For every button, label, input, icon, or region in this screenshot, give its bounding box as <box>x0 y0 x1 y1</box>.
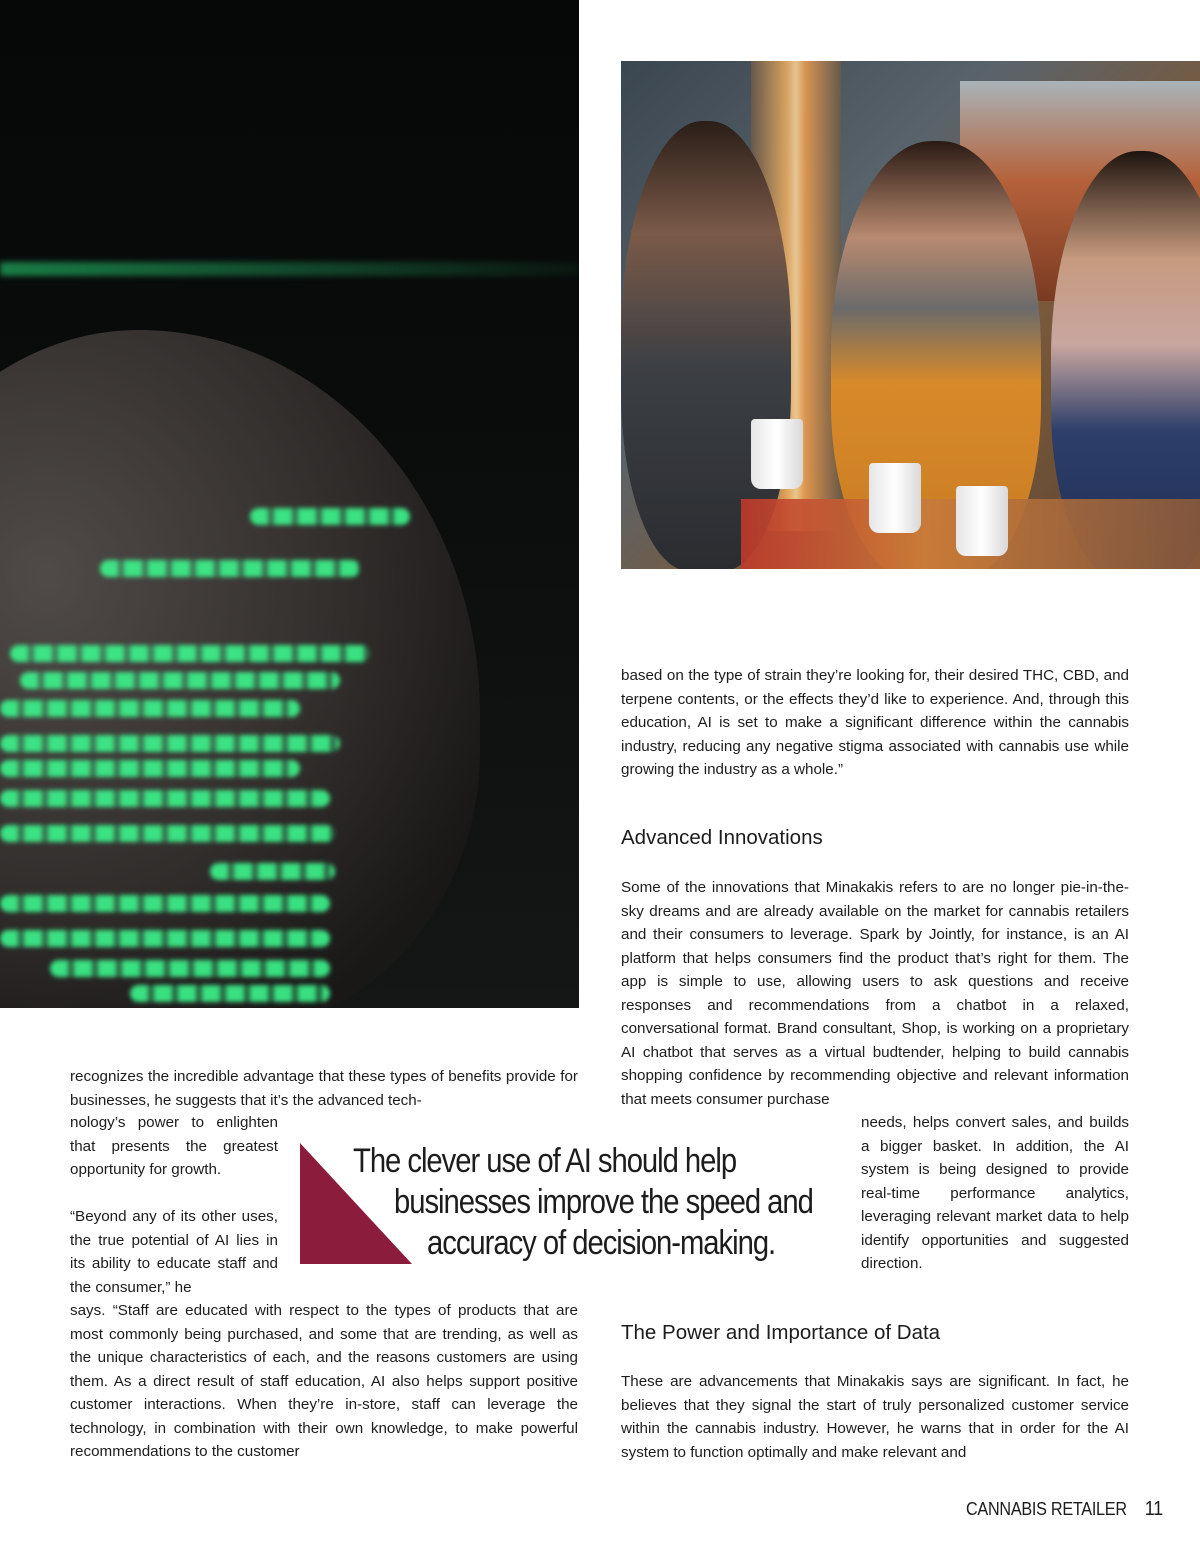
page-footer <box>966 1498 1163 1521</box>
body-paragraph-narrow: needs, helps convert sales, and builds a bigger basket. In addition, the AI system is being designed to provide real-time performance analytics, leveraging relevant market data to help identify opportunities and suggested direction. <box>861 1114 1129 1272</box>
page-number: 11 <box>1144 1498 1163 1520</box>
paper-cup <box>956 486 1008 556</box>
paper-cup <box>869 463 921 533</box>
magazine-name: CANNABIS RETAILER <box>966 1499 1127 1519</box>
code-scanline <box>0 262 579 276</box>
code-line <box>0 930 330 947</box>
body-paragraph: based on the type of strain they’re looking for, their desired THC, CBD, and terpene contents, or the effects they’d like to experience. And, through this education, AI is set to make a significant difference within the cannabis industry, reducing any negative stigma associated with cannabis use while growing the industry as a whole.” <box>621 667 1129 778</box>
code-line <box>0 735 340 752</box>
code-line <box>100 560 360 577</box>
body-paragraph: These are advancements that Minakakis says are significant. In fact, he believes that they signal the start of truly personalized customer service within the cannabis industry. However, he warns that in order for the AI system to function optimally and make relevant and <box>621 1373 1129 1461</box>
code-line <box>10 645 370 662</box>
code-line <box>0 895 330 912</box>
body-paragraph: recognizes the incredible advantage that these types of benefits provide for businesses, he suggests that it’s the advanced tech- <box>70 1068 578 1109</box>
code-line <box>50 960 330 977</box>
code-line <box>130 985 330 1002</box>
code-line <box>20 672 340 689</box>
section-heading: Advanced Innovations <box>621 826 823 849</box>
pull-quote-line: businesses improve the speed and <box>394 1183 813 1221</box>
pull-quote-line: accuracy of decision-making. <box>427 1224 776 1262</box>
code-line <box>210 863 335 880</box>
code-line <box>0 790 330 807</box>
body-paragraph-narrow: “Beyond any of its other uses, the true potential of AI lies in its ability to educate staff and the consumer,” he <box>70 1208 278 1296</box>
code-line <box>0 825 335 842</box>
pull-quote-line: The clever use of AI should help <box>353 1142 737 1180</box>
code-line <box>0 700 300 717</box>
code-line <box>250 508 410 525</box>
body-paragraph: says. “Staff are educated with respect to the types of products that are most commonly being purchased, and some that are trending, as well as the unique characteristics of each, and the reasons customers are using them. As a direct result of staff education, AI also helps support positive customer interactions. When they’re in-store, staff can leverage the technology, in combination with their own knowledge, to make powerful recommendations to the customer <box>70 1302 578 1460</box>
code-line <box>0 760 300 777</box>
body-paragraph-narrow: nology’s power to enlighten that presents the greatest opportunity for growth. <box>70 1114 278 1178</box>
photo-friends-laughing <box>621 61 1200 569</box>
photo-hand-code <box>0 0 579 1008</box>
paper-cup <box>751 419 803 489</box>
section-heading: The Power and Importance of Data <box>621 1321 941 1344</box>
body-paragraph: Some of the innovations that Minakakis refers to are no longer pie-in-the-sky dreams and are already available on the market for cannabis retailers and their consumers to leverage. Spark by Jointly, for instance, is an AI platform that helps consumers find the product that’s right for them. The app is simple to use, allowing users to ask questions and receive responses and recommendations from a chatbot in a relaxed, conversational format. Brand consultant, Shop, is working on a proprietary AI chatbot that serves as a virtual budtender, helping to build cannabis shopping confidence by recommending objective and relevant information that meets consumer purchase <box>621 879 1129 1108</box>
